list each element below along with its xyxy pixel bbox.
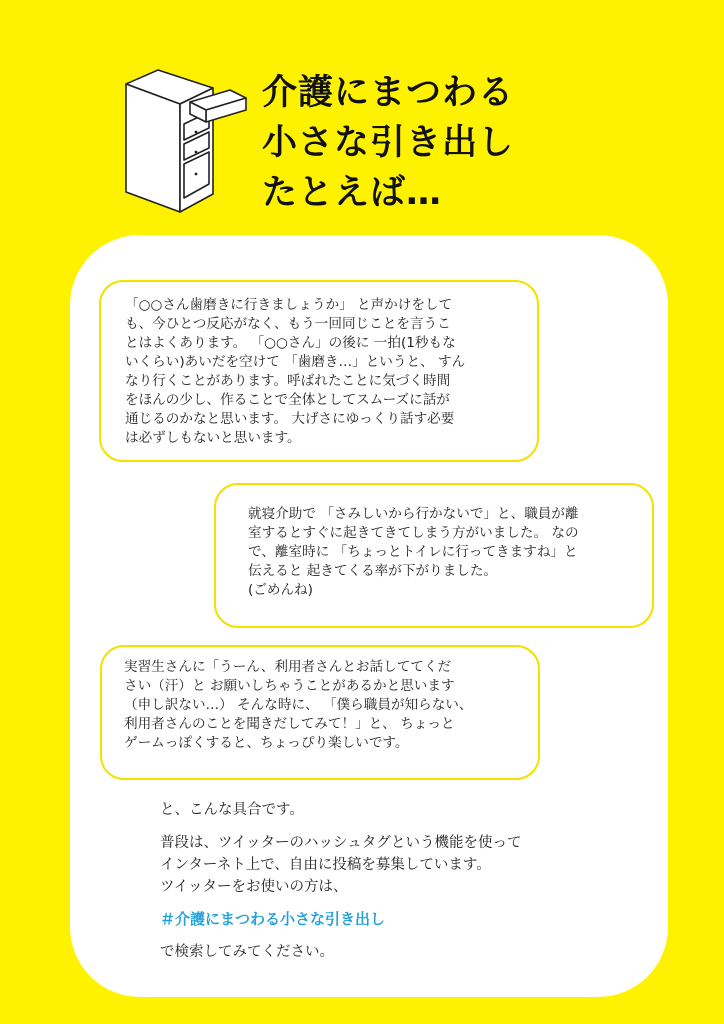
bubble-2-text: 就寝介助で 「さみしいから行かないで」と、職員が離 室するとすぐに起きてきてしまう方がいました。 なの で、離室時に 「ちょっとトイレに行ってきますね」と 伝えると 起きてくる率が下がりました。 (ごめんね) xyxy=(248,506,579,598)
outro-section xyxy=(160,800,630,963)
speech-bubble-3 xyxy=(100,645,540,780)
title-line-2: 小さな引き出し xyxy=(262,123,515,163)
speech-bubble-2 xyxy=(214,483,654,628)
drawer-cabinet-icon xyxy=(118,66,248,216)
title-line-1: 介護にまつわる xyxy=(262,73,515,113)
speech-bubble-1 xyxy=(99,280,539,462)
bubble-1-text: 「○○さん歯磨きに行きましょうか」 と声かけをして も、今ひとつ反応がなく、もう一回同じことを言うこ とはよくあります。 「○○さん」の後に 一拍(1秒もな いくらい)あいだを空けて 「歯磨き…」というと、 すん なり行くことがあります。呼ばれたことに気づく時間 をほんの少し、作ることで全体としてスムーズに話が 通じるのかなと思います。 大げさにゆっくり話す必要 は必ずしもないと思います。 xyxy=(125,297,466,446)
outro-line-2: 普段は、ツイッターのハッシュタグという機能を使って xyxy=(160,835,522,851)
outro-line-3: インターネト上で、自由に投稿を募集しています。 xyxy=(160,857,491,873)
outro-summary: と、こんな具合です。 xyxy=(160,802,304,818)
page-title xyxy=(262,68,514,218)
bubble-3-text: 実習生さんに「うーん、利用者さんとお話しててくだ さい（汗）と お願いしちゃうことがあるかと思います （申し訳ない…） そんな時に、 「僕ら職員が知らない、 利用者さんのことを聞きだしてみて！」と、 ちょっと ゲームっぽくすると、ちょっぴり楽しいです。 xyxy=(124,659,473,751)
hashtag-link[interactable]: ＃介護にまつわる小さな引き出し xyxy=(160,910,386,928)
outro-line-5: で検索してみてください。 xyxy=(160,944,334,960)
outro-line-4: ツイッターをお使いの方は、 xyxy=(160,879,348,895)
title-line-3: たとえば… xyxy=(262,173,443,213)
